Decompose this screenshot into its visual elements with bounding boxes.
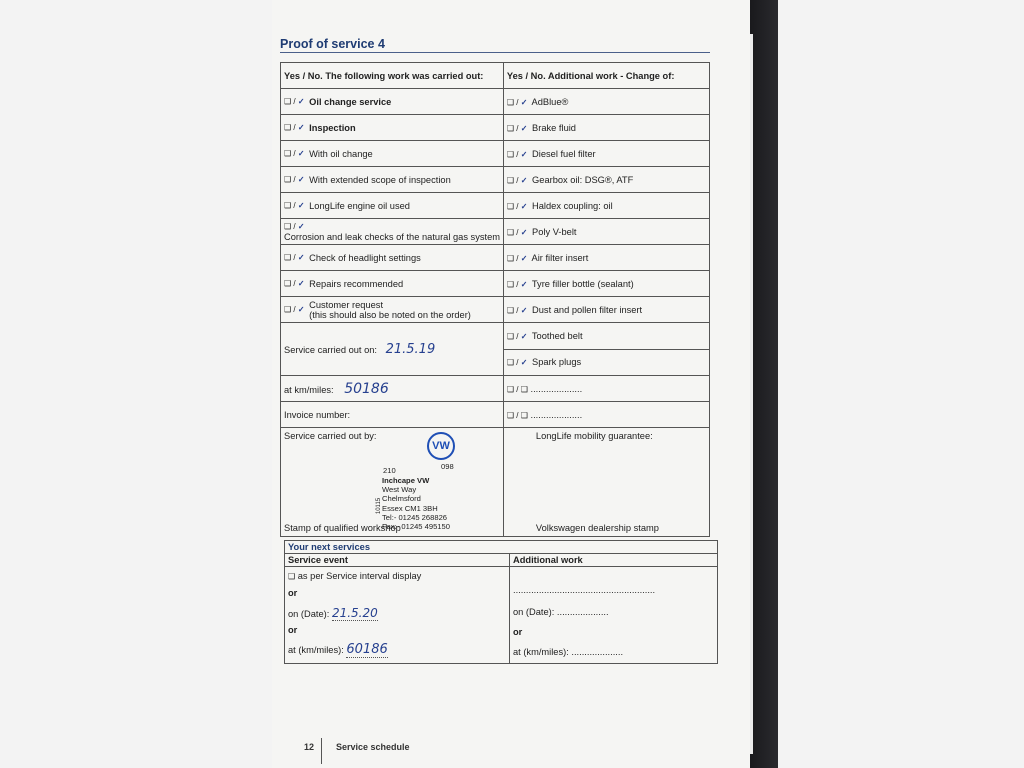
yes-no-checkbox: ❑ / ✓ bbox=[284, 149, 305, 159]
next-date-handwritten: 21.5.20 bbox=[331, 606, 378, 620]
additional-item-label: Gearbox oil: DSG®, ATF bbox=[532, 174, 634, 185]
yes-no-checkbox: ❑ / ✓ bbox=[284, 175, 305, 185]
service-date-handwritten: 21.5.19 bbox=[385, 341, 436, 357]
workshop-stamp-cell bbox=[281, 428, 504, 537]
additional-item-label: Brake fluid bbox=[532, 122, 576, 133]
guarantee-label: LongLife mobility guarantee: bbox=[535, 431, 653, 441]
title-divider bbox=[280, 52, 710, 53]
work-item bbox=[281, 297, 504, 323]
or-label-2: or bbox=[288, 625, 298, 635]
service-book-page bbox=[272, 0, 750, 768]
work-item-label: Oil change service bbox=[309, 96, 392, 107]
dealership-stamp-cell bbox=[503, 428, 709, 537]
work-item-label: Check of headlight settings bbox=[309, 252, 421, 263]
work-item bbox=[281, 271, 504, 297]
additional-date: on (Date): .................... bbox=[513, 607, 609, 617]
yes-no-checkbox: ❑ / ✓ bbox=[284, 97, 305, 107]
dealer-tel: Tel:- 01245 268826 bbox=[382, 512, 448, 522]
dealer-name: Inchcape VW bbox=[382, 476, 430, 485]
yes-no-checkbox: ❑ / ✓ bbox=[284, 201, 305, 211]
right-column-header: Yes / No. Additional work - Change of: bbox=[503, 63, 709, 89]
additional-item bbox=[503, 271, 709, 297]
yes-no-checkbox: ❑ / ✓ bbox=[506, 279, 528, 289]
yes-no-checkbox: ❑ / ✓ bbox=[506, 97, 528, 107]
work-item bbox=[281, 115, 504, 141]
checklist-row bbox=[281, 245, 710, 271]
interval-option: ❑ as per Service interval display bbox=[288, 571, 422, 581]
km-cell bbox=[281, 376, 504, 402]
next-additional-cell bbox=[510, 567, 718, 664]
additional-item-label: Diesel fuel filter bbox=[532, 148, 596, 159]
extra-row-2: ❑ / ✓ Spark plugs bbox=[503, 349, 709, 376]
next-col-additional-work: Additional work bbox=[510, 554, 718, 567]
stamp-side-code: 10115 bbox=[376, 497, 383, 515]
next-services-table bbox=[284, 540, 718, 664]
work-item bbox=[281, 89, 504, 115]
next-services-title: Your next services bbox=[285, 541, 718, 554]
additional-item-label: AdBlue® bbox=[531, 96, 569, 107]
work-item-label: Corrosion and leak checks of the natural gas system bbox=[284, 231, 501, 242]
page-number: 12 bbox=[304, 742, 315, 752]
additional-item bbox=[503, 141, 709, 167]
additional-item-label: Air filter insert bbox=[531, 252, 589, 263]
dealer-fax: Fax:- 01245 495150 bbox=[382, 522, 450, 532]
additional-item bbox=[503, 193, 709, 219]
vw-logo-icon: VW bbox=[427, 432, 455, 460]
additional-item bbox=[503, 89, 709, 115]
additional-item-label: Poly V-belt bbox=[532, 226, 577, 237]
additional-km: at (km/miles): .................... bbox=[513, 647, 624, 657]
additional-item bbox=[503, 115, 709, 141]
additional-item bbox=[503, 167, 709, 193]
work-item-label: Repairs recommended bbox=[309, 278, 404, 289]
yes-no-checkbox: ❑ / ✓ bbox=[284, 253, 305, 263]
work-item-label: Customer request (this should also be noted on the order) bbox=[309, 299, 471, 320]
yes-no-checkbox: ❑ / ✓ bbox=[284, 304, 305, 314]
additional-dots: ....................................................... bbox=[513, 585, 656, 595]
left-column-header: Yes / No. The following work was carried out: bbox=[281, 63, 504, 89]
additional-item bbox=[503, 245, 709, 271]
dealer-address-2: Chelmsford bbox=[382, 494, 421, 504]
yes-no-checkbox: ❑ / ✓ bbox=[284, 279, 305, 289]
next-col-service-event: Service event bbox=[285, 554, 510, 567]
checklist-row bbox=[281, 271, 710, 297]
additional-item bbox=[503, 219, 709, 245]
extra-row-1: ❑ / ✓ Toothed belt bbox=[503, 323, 709, 350]
service-date-label: Service carried out on: bbox=[284, 344, 378, 355]
checklist-row bbox=[281, 219, 710, 245]
footer-section-label: Service schedule bbox=[336, 742, 410, 752]
service-by-label: Service carried out by: bbox=[284, 431, 377, 441]
next-date-row: on (Date): 21.5.20 bbox=[288, 606, 378, 620]
stamp-code-left: 210 bbox=[383, 466, 396, 475]
service-date-cell bbox=[281, 323, 504, 376]
yes-no-checkbox: ❑ / ✓ bbox=[284, 222, 305, 232]
checklist-row bbox=[281, 115, 710, 141]
work-item-label: Inspection bbox=[309, 122, 356, 133]
next-km-handwritten: 60186 bbox=[346, 642, 388, 657]
dealer-address-3: Essex CM1 3BH bbox=[382, 503, 438, 513]
yes-no-checkbox: ❑ / ✓ bbox=[506, 305, 528, 315]
work-item bbox=[281, 245, 504, 271]
additional-or: or bbox=[513, 627, 523, 637]
km-label: at km/miles: bbox=[284, 384, 334, 395]
yes-no-checkbox: ❑ / ✓ bbox=[506, 227, 528, 237]
extra-row-3: ❑ / ❑ .................... bbox=[503, 376, 709, 402]
checklist-row bbox=[281, 297, 710, 323]
additional-item-label: Dust and pollen filter insert bbox=[532, 304, 643, 315]
work-item bbox=[281, 193, 504, 219]
yes-no-checkbox: ❑ / ✓ bbox=[506, 201, 528, 211]
yes-no-checkbox: ❑ / ✓ bbox=[506, 149, 528, 159]
work-item bbox=[281, 167, 504, 193]
next-service-event-cell bbox=[285, 567, 510, 664]
dealer-stamp-label: Volkswagen dealership stamp bbox=[535, 523, 659, 533]
checklist-row bbox=[281, 167, 710, 193]
additional-item bbox=[503, 297, 709, 323]
stamp-code-right: 098 bbox=[441, 462, 454, 471]
checklist-row bbox=[281, 141, 710, 167]
service-items bbox=[281, 89, 710, 323]
workshop-stamp-label: Stamp of qualified workshop bbox=[284, 523, 401, 533]
next-km-row: at (km/miles): 60186 bbox=[288, 642, 388, 657]
or-label-1: or bbox=[288, 588, 298, 598]
work-item bbox=[281, 219, 504, 245]
dealer-address-1: West Way bbox=[382, 485, 417, 495]
extra-row-4: ❑ / ❑ .................... bbox=[503, 402, 709, 428]
yes-no-checkbox: ❑ / ✓ bbox=[284, 123, 305, 133]
page-title: Proof of service 4 bbox=[280, 37, 385, 51]
work-item-label: With oil change bbox=[309, 148, 373, 159]
km-handwritten: 50186 bbox=[344, 380, 389, 397]
work-item-label: LongLife engine oil used bbox=[309, 200, 410, 211]
checklist-row bbox=[281, 193, 710, 219]
checklist-row bbox=[281, 89, 710, 115]
invoice-cell: Invoice number: bbox=[281, 402, 504, 428]
yes-no-checkbox: ❑ / ✓ bbox=[506, 175, 528, 185]
additional-item-label: Haldex coupling: oil bbox=[532, 200, 613, 211]
yes-no-checkbox: ❑ / ✓ bbox=[506, 253, 528, 263]
service-record-table bbox=[280, 62, 710, 537]
additional-item-label: Tyre filler bottle (sealant) bbox=[531, 278, 634, 289]
work-item-label: With extended scope of inspection bbox=[309, 174, 451, 185]
yes-no-checkbox: ❑ / ✓ bbox=[506, 123, 528, 133]
work-item bbox=[281, 141, 504, 167]
footer-divider bbox=[321, 738, 322, 764]
